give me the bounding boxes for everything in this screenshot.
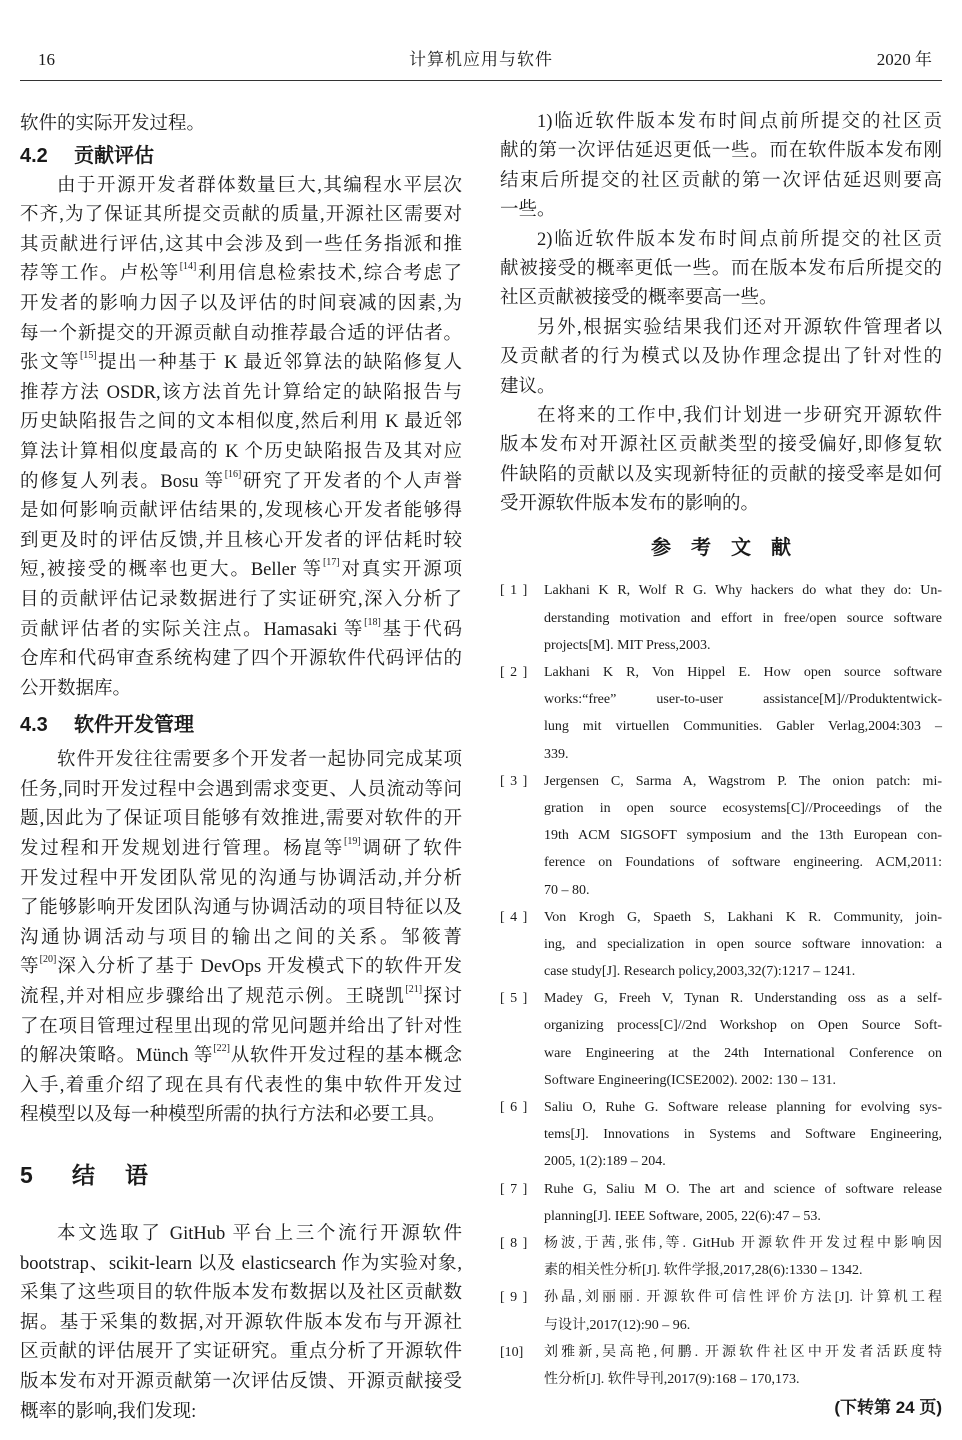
text-line [20,527,462,557]
text-line [20,586,462,616]
paragraph [20,110,462,140]
text-line [20,1250,462,1280]
text-segment: 研究了开发者的个人声誉 [241,471,462,492]
text-segment: 对真实开源项 [339,560,462,581]
reference-line: 性分析[J]. 软件导刊,2017(9):168 – 170,173. [544,1371,800,1387]
text-segment: 结束后所提交的社区贡献的第一次评估延迟则要高 [500,170,942,191]
text-segment: 献的第一次评估延迟更低一些。而在软件版本发布刚 [500,141,942,162]
conclusion-findings [500,108,942,519]
reference-label: [ 5 ] [500,991,528,1007]
reference-item [500,577,942,659]
text-line [20,776,462,806]
reference-list [500,577,942,1393]
text-segment: 本文选取了 GitHub 平台上三个流行开源软件 [57,1224,462,1244]
section-heading [20,140,462,172]
text-segment: 由于开源开发者群体数量巨大,其编程水平层次 [57,175,462,196]
reference-label: [10] [500,1344,524,1360]
text-segment: 入手,着重介绍了现在具有代表性的集中软件开发过 [20,1075,462,1096]
reference-line: Jergensen C, Sarma A, Wagstrom P. The onion patch: mi- [544,773,942,789]
reference-line: projects[M]. MIT Press,2003. [544,637,711,653]
section-number: 4.3 [20,714,48,737]
text-segment: 荐等工作。卢松等 [20,264,180,285]
section-title: 结语 [72,1162,178,1188]
citation-marker: [22] [213,1043,230,1055]
text-line [500,108,942,137]
text-segment: 在将来的工作中,我们计划进一步研究开源软件 [537,405,942,426]
text-line [20,983,462,1013]
text-line [20,110,462,140]
text-segment: 了在项目管理过程里出现的常见问题并给出了针对性 [20,1016,462,1037]
text-segment: 每一个新提交的开源贡献自动推荐最合适的评估者。 [20,323,462,344]
text-segment: 是如何影响贡献评估结果的,发现核心开发者能够得 [20,501,462,522]
text-line [500,431,942,460]
page-number: 16 [38,50,55,69]
text-line [500,314,942,343]
text-line [20,835,462,865]
paragraph [500,226,942,314]
reference-line: lung mit virtuellen Communities. Gabler Verlag,2004:303 – [544,719,942,735]
text-segment: 软件开发往往需要多个开发者一起协同完成某项 [57,750,462,771]
paragraph [20,746,462,1131]
text-segment: 短,被接受的概率也更大。Beller 等 [20,560,323,581]
text-segment: 1)临近软件版本发布时间点前所提交的社区贡 [537,112,942,132]
text-segment: 不齐,为了保证其所提交贡献的质量,开源社区需要对 [20,205,462,226]
text-line [20,1279,462,1309]
text-line [20,616,462,646]
text-segment: 探讨 [422,987,462,1008]
text-segment: 程模型以及每一种模型所需的执行方法和必要工具。 [20,1105,446,1126]
text-segment: 其贡献进行评估,这其中会涉及到一些任务指派和推 [20,234,462,255]
text-line [20,379,462,409]
reference-line: Lakhani K R, Von Hippel E. How open source software [544,665,942,681]
text-line [20,1013,462,1043]
text-line [20,438,462,468]
reference-item [500,1339,942,1393]
text-segment: 从软件开发过程的基本概念 [229,1046,462,1067]
paragraph [500,314,942,402]
text-segment: 发过程和开发规划进行管理。杨崑等 [20,839,345,860]
reference-label: [ 8 ] [500,1235,528,1251]
reference-label: [ 6 ] [500,1100,528,1116]
journal-year: 2020 年 [876,50,932,69]
text-line [500,461,942,490]
text-segment: 一些。 [500,200,556,221]
text-segment: 版本发布对开源社区贡献类型的接受偏好,即修复软 [500,435,942,456]
text-segment: 区贡献的评估展开了实证研究。重点分析了开源软件 [20,1342,462,1363]
journal-title: 计算机应用与软件 [409,50,553,69]
reference-label: [ 7 ] [500,1181,528,1197]
reference-line: case study[J]. Research policy,2003,32(7):1217 – 1241. [544,964,856,980]
reference-line: 339. [544,746,569,762]
text-segment: 利用信息检索技术,综合考虑了 [196,264,462,285]
citation-marker: [17] [322,557,340,569]
text-segment: 基于代码 [380,619,462,640]
text-line [500,343,942,372]
text-segment: 等 [20,957,40,978]
section-heading [20,704,462,746]
citation-marker: [18] [364,616,381,628]
section-title: 贡献评估 [74,144,154,167]
reference-line: gration in open source ecosystems[C]//Proceedings of the [544,800,942,816]
reference-item [500,1230,942,1284]
text-line [20,1220,462,1250]
text-line [500,490,942,519]
text-line [20,320,462,350]
text-line [20,1338,462,1368]
text-segment: bootstrap、scikit-learn 以及 elasticsearch 作为实验对象, [20,1253,462,1274]
text-line [20,290,462,320]
reference-line: 杨波,于茜,张伟,等. GitHub 开源软件开发过程中影响因 [544,1235,942,1251]
text-line [500,167,942,196]
reference-line: tems[J]. Innovations in Systems and Software Engineering, [544,1127,942,1143]
text-line [20,645,462,675]
text-segment: 及贡献者的行为模式以及协作理念提出了针对性的 [500,347,942,368]
reference-line: Von Krogh G, Spaeth S, Lakhani K R. Community, join- [544,909,942,925]
text-line [20,468,462,498]
text-segment: 软件的实际开发过程。 [20,114,206,134]
section-number: 5 [20,1162,33,1188]
text-line [20,349,462,379]
text-segment: 开发过程中开发团队常见的沟通与协调活动,并分析 [20,868,462,889]
reference-item [500,985,942,1094]
text-line [500,373,942,402]
citation-marker: [21] [405,984,423,996]
section-title: 软件开发管理 [74,714,194,737]
section-heading [20,1131,462,1220]
text-line [500,284,942,313]
references-heading: 参考文献 [651,537,811,560]
reference-line: 与设计,2017(12):90 – 96. [544,1317,691,1333]
text-line [500,196,942,225]
text-segment: 张文等 [20,353,80,374]
citation-marker: [15] [79,350,97,362]
paragraph [500,402,942,520]
reference-item [500,1176,942,1230]
text-segment: 另外,根据实验结果我们还对开源软件管理者以 [537,317,942,338]
text-line [20,805,462,835]
text-segment: 提出一种基于 K 最近邻算法的缺陷修复人 [96,353,462,374]
reference-line: works:“free” user-to-user assistance[M]//Produktentwick- [544,692,942,708]
text-segment: 贡献评估者的实际关注点。Hamasaki 等 [20,619,365,640]
text-line [20,260,462,290]
text-line [500,255,942,284]
text-segment: 题,因此为了保证项目能够有效推进,需要对软件的开 [20,809,462,830]
reference-line: organizing process[C]//2nd Workshop on Open Source Soft- [544,1018,942,1034]
text-segment: 受开源软件版本发布的影响的。 [500,494,760,515]
text-line [20,1398,462,1428]
text-segment: 目的贡献评估记录数据进行了实证研究,深入分析了 [20,589,462,610]
reference-item [500,659,942,768]
reference-label: [ 4 ] [500,909,528,925]
header-rule [20,80,942,81]
text-segment: 的解决策略。Münch 等 [20,1046,214,1067]
paragraph [500,108,942,226]
text-line [20,1101,462,1131]
reference-line: Madey G, Freeh V, Tynan R. Understanding oss as a self- [544,991,942,1007]
text-line [20,746,462,776]
text-segment: 建议。 [500,376,556,397]
reference-line: 素的相关性分析[J]. 软件学报,2017,28(6):1330 – 1342. [544,1263,863,1279]
text-line [20,172,462,202]
text-line [20,201,462,231]
text-line [500,402,942,431]
text-segment: 采集了这些项目的软件版本发布数据以及社区贡献数 [20,1283,462,1304]
text-segment: 献被接受的概率更低一些。而在版本发布后所提交的 [500,258,942,279]
reference-label: [ 9 ] [500,1290,528,1306]
text-segment: 流程,并对相应步骤给出了规范示例。王晓凯 [20,987,406,1008]
text-line [20,894,462,924]
text-line [20,1309,462,1339]
reference-line: derstanding motivation and effort in free/open source software [544,610,942,626]
reference-line: Saliu O, Ruhe G. Software release planning for evolving sys- [544,1100,942,1116]
text-line [500,137,942,166]
text-line [20,1042,462,1072]
text-line [20,231,462,261]
reference-line: 刘雅新,吴高艳,何鹏. 开源软件社区中开发者活跃度特 [544,1344,942,1360]
text-line [20,1072,462,1102]
text-segment: 到更及时的评估反馈,并且核心开发者的评估耗时较 [20,530,462,551]
text-line [20,408,462,438]
text-segment: 了能够影响开发团队沟通与协调活动的项目特征以及 [20,898,462,919]
reference-label: [ 3 ] [500,773,528,789]
reference-line: ing, and specialization in open source software innovation: a [544,936,942,952]
text-segment: 调研了软件 [360,839,462,860]
text-line [20,924,462,954]
reference-item [500,1094,942,1176]
citation-marker: [19] [344,836,361,848]
section-number: 4.2 [20,144,48,167]
reference-line: Software Engineering(ICSE2002). 2002: 130 – 131. [544,1072,837,1088]
reference-line: ware Engineering at the 24th International Conference on [544,1045,942,1061]
citation-marker: [16] [224,468,242,480]
text-segment: 社区贡献被接受的概率要高一些。 [500,288,778,309]
text-segment: 历史缺陷报告之间的文本相似度,然后利用 K 最近邻 [20,412,462,433]
text-segment: 算法计算相似度最高的 K 个历史缺陷报告及其对应 [20,441,462,462]
text-segment: 版本发布对开源贡献第一次评估反馈、开源贡献接受 [20,1371,462,1392]
text-line [500,226,942,255]
reference-item [500,768,942,904]
text-line [20,675,462,705]
paragraph [20,1220,462,1427]
reference-line: 70 – 80. [544,882,590,898]
reference-line: 2005, 1(2):189 – 204. [544,1154,666,1170]
text-segment: 沟通协调活动与项目的输出之间的关系。邹筱菁 [20,927,462,948]
text-line [20,953,462,983]
text-line [20,556,462,586]
citation-marker: [20] [39,954,57,966]
text-segment: 的修复人列表。Bosu 等 [20,471,225,492]
text-segment: 公开数据库。 [20,678,132,699]
text-segment: 仓库和代码审查系统构建了四个开源软件代码评估的 [20,649,462,670]
left-column [20,110,462,1427]
reference-line: 孙晶,刘丽丽. 开源软件可信性评价方法[J]. 计算机工程 [544,1290,942,1306]
text-segment: 概率的影响,我们发现: [20,1401,197,1422]
reference-label: [ 2 ] [500,665,528,681]
reference-line: Ruhe G, Saliu M O. The art and science of software release [544,1181,942,1197]
right-column [500,108,942,1423]
reference-line: ference on Foundations of software engineering. ACM,2011: [544,855,942,871]
text-segment: 据。基于采集的数据,对开源软件版本发布与开源社 [20,1312,462,1333]
text-segment: 开发者的影响力因子以及评估的时间衰减的因素,为 [20,293,462,314]
text-segment: 任务,同时开发过程中会遇到需求变更、人员流动等问 [20,779,462,800]
reference-item [500,904,942,986]
reference-item [500,1284,942,1338]
reference-line: Lakhani K R, Wolf R G. Why hackers do what they do: Un- [544,583,942,599]
text-segment: 深入分析了基于 DevOps 开发模式下的软件开发 [56,957,462,978]
reference-line: 19th ACM SIGSOFT symposium and the 13th European con- [544,828,942,844]
citation-marker: [14] [179,261,197,273]
text-line [20,497,462,527]
continued-note: (下转第 24 页) [834,1398,942,1418]
text-segment: 件缺陷的贡献以及实现新特征的贡献的接受率是如何 [500,464,942,485]
reference-label: [ 1 ] [500,583,528,599]
reference-line: planning[J]. IEEE Software, 2005, 22(6):47 – 53. [544,1208,821,1224]
text-line [20,865,462,895]
text-segment: 2)临近软件版本发布时间点前所提交的社区贡 [537,229,942,250]
text-line [20,1368,462,1398]
paragraph [20,172,462,705]
text-segment: 推荐方法 OSDR,该方法首先计算给定的缺陷报告与 [20,382,462,403]
